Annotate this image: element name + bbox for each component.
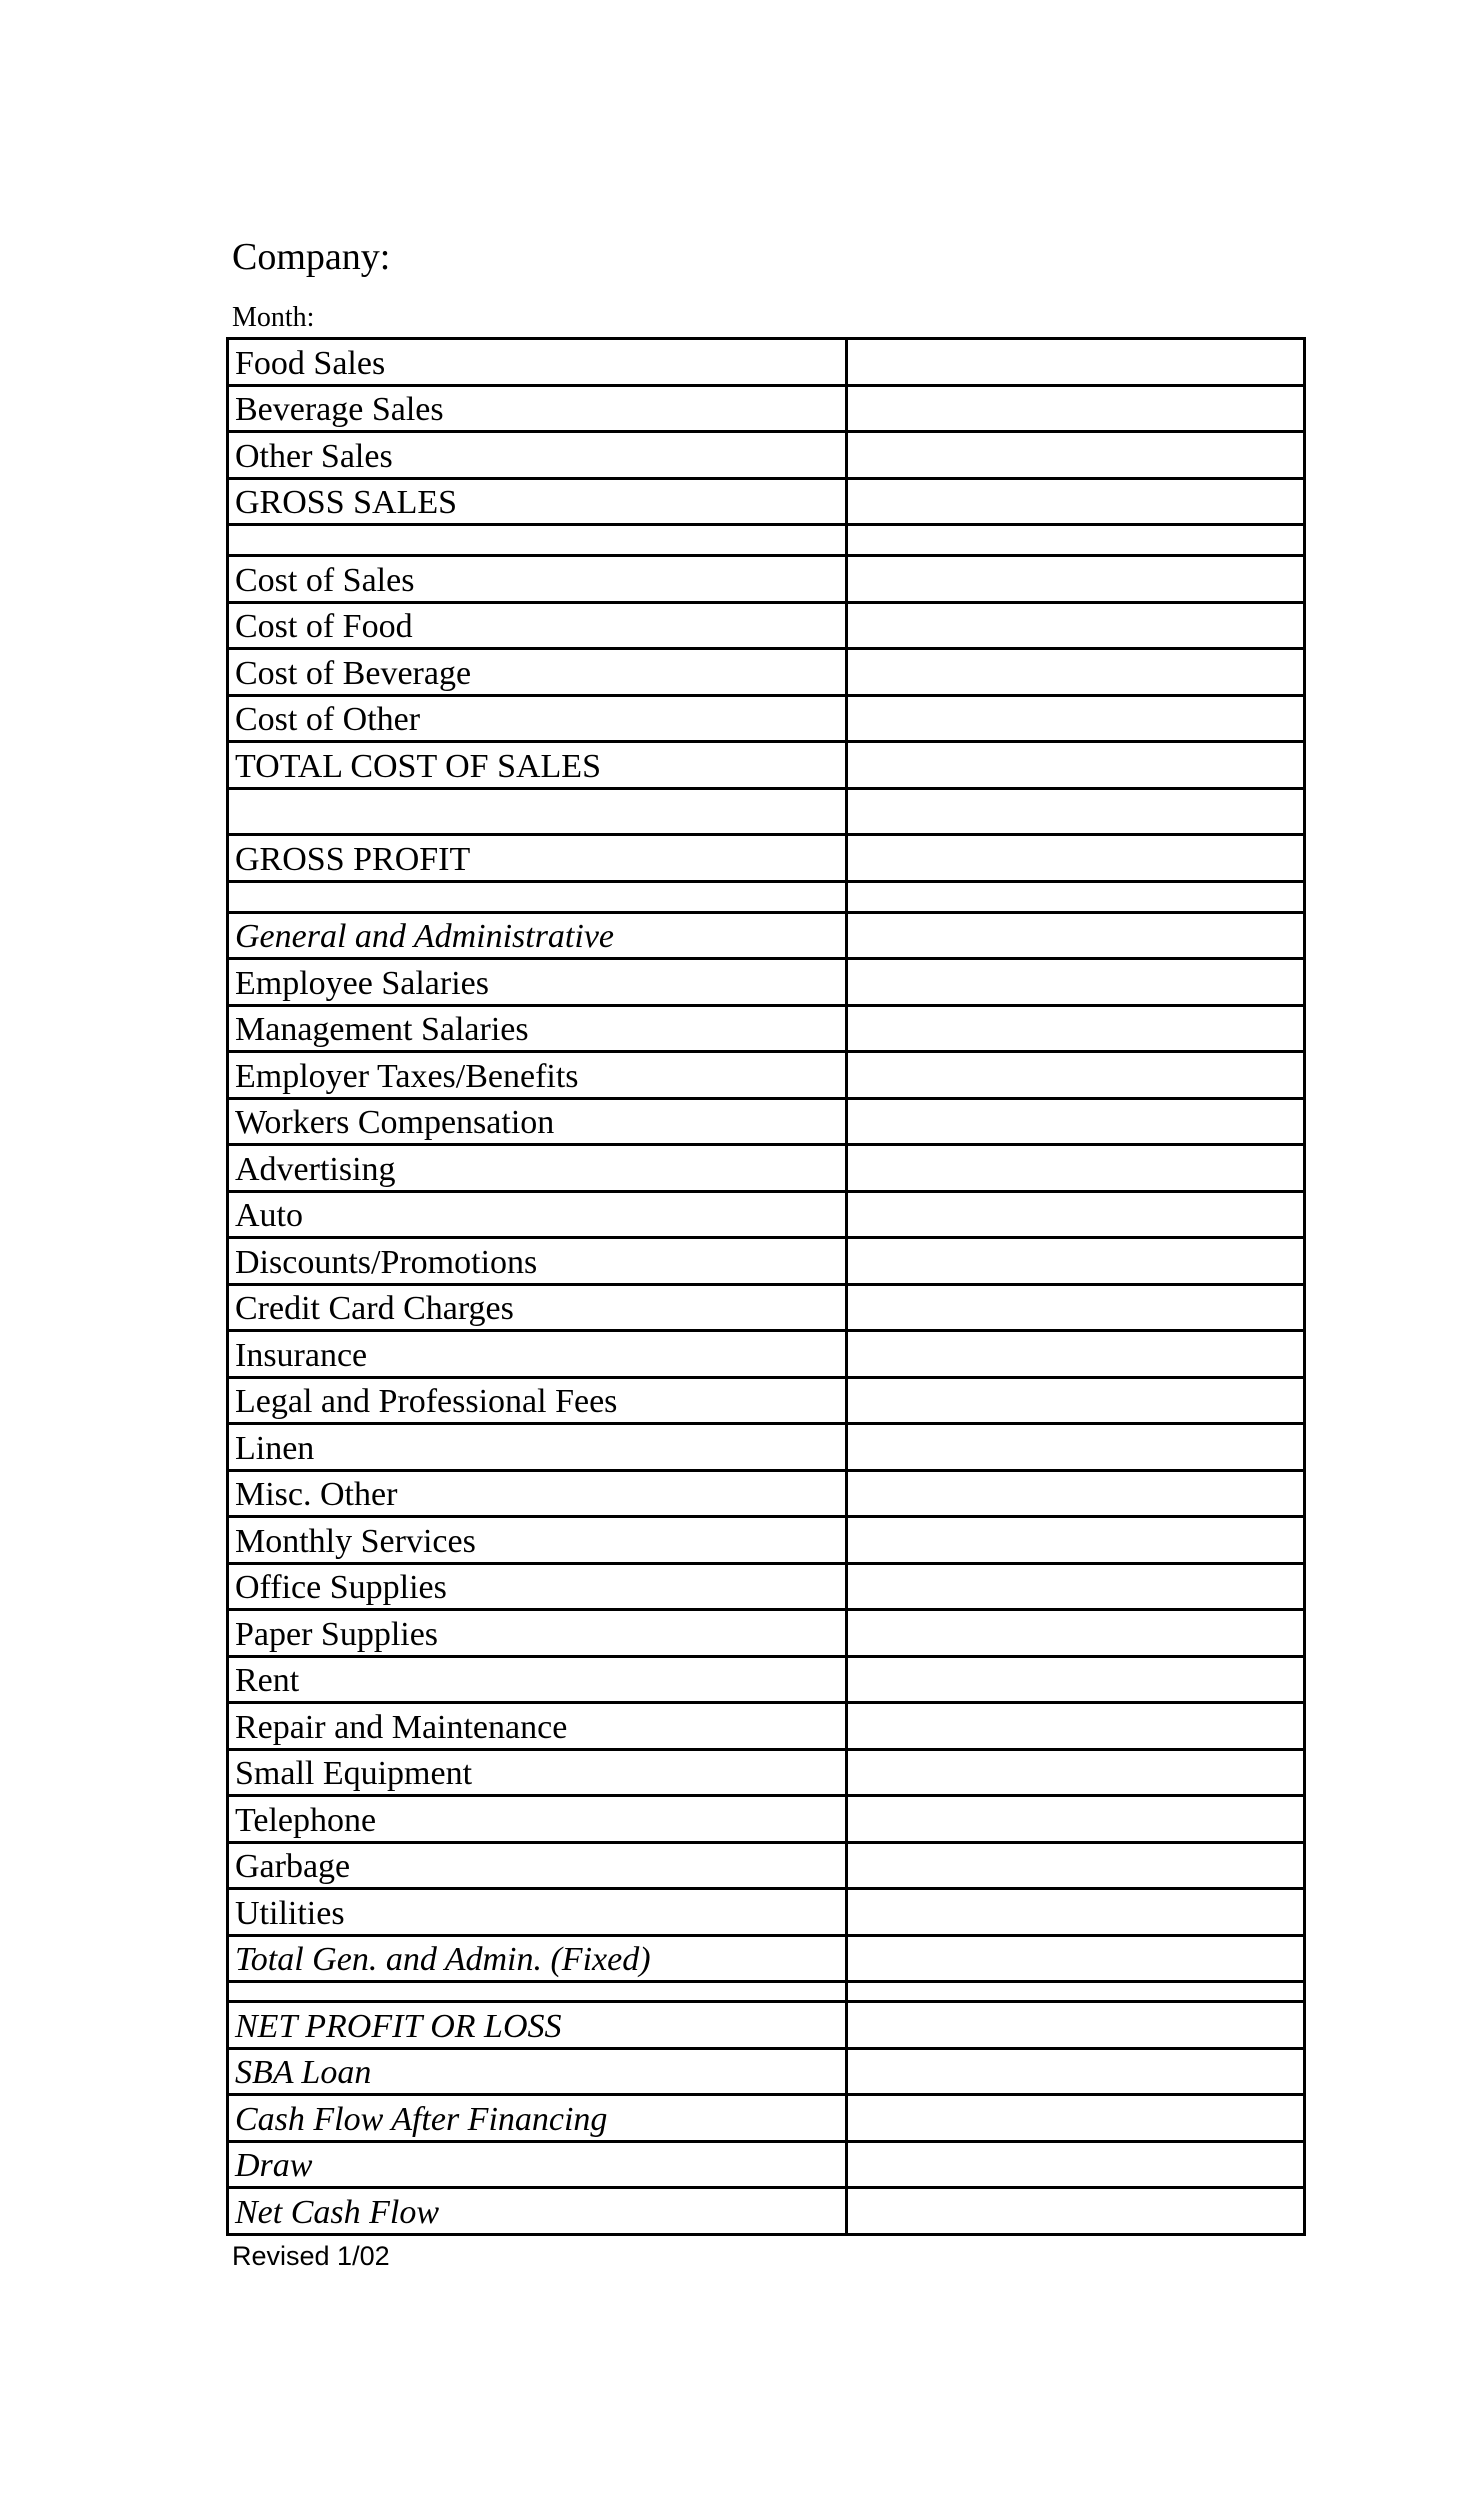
row-label: Misc. Other bbox=[228, 1470, 847, 1517]
row-label: Garbage bbox=[228, 1842, 847, 1889]
blank-row bbox=[228, 881, 1305, 912]
value-cell[interactable] bbox=[847, 1982, 1305, 2002]
row-paper-supplies bbox=[228, 1610, 1305, 1657]
row-monthly-services bbox=[228, 1517, 1305, 1564]
value-cell[interactable] bbox=[847, 912, 1305, 959]
row-label: Advertising bbox=[228, 1145, 847, 1192]
row-misc-other bbox=[228, 1470, 1305, 1517]
company-label: Company: bbox=[232, 236, 391, 278]
value-cell[interactable] bbox=[847, 339, 1305, 386]
row-insurance bbox=[228, 1331, 1305, 1378]
row-cash-flow-after bbox=[228, 2095, 1305, 2142]
value-cell[interactable] bbox=[847, 881, 1305, 912]
row-label: SBA Loan bbox=[228, 2048, 847, 2095]
row-small-equipment bbox=[228, 1749, 1305, 1796]
row-workers-comp bbox=[228, 1098, 1305, 1145]
value-cell[interactable] bbox=[847, 1424, 1305, 1471]
row-label: TOTAL COST OF SALES bbox=[228, 742, 847, 789]
row-draw bbox=[228, 2141, 1305, 2188]
row-garbage bbox=[228, 1842, 1305, 1889]
value-cell[interactable] bbox=[847, 1191, 1305, 1238]
value-cell[interactable] bbox=[847, 2002, 1305, 2049]
blank-cell bbox=[228, 1982, 847, 2002]
row-label: Utilities bbox=[228, 1889, 847, 1936]
value-cell[interactable] bbox=[847, 1005, 1305, 1052]
value-cell[interactable] bbox=[847, 835, 1305, 882]
row-label: Workers Compensation bbox=[228, 1098, 847, 1145]
row-label: Cost of Sales bbox=[228, 556, 847, 603]
row-office-supplies bbox=[228, 1563, 1305, 1610]
row-total-cost-of-sales bbox=[228, 742, 1305, 789]
value-cell[interactable] bbox=[847, 959, 1305, 1006]
row-label: Paper Supplies bbox=[228, 1610, 847, 1657]
row-food-sales bbox=[228, 339, 1305, 386]
value-cell[interactable] bbox=[847, 1238, 1305, 1285]
value-cell[interactable] bbox=[847, 1749, 1305, 1796]
value-cell[interactable] bbox=[847, 1284, 1305, 1331]
row-label: Discounts/Promotions bbox=[228, 1238, 847, 1285]
value-cell[interactable] bbox=[847, 1796, 1305, 1843]
value-cell[interactable] bbox=[847, 1842, 1305, 1889]
row-label: Cost of Other bbox=[228, 695, 847, 742]
value-cell[interactable] bbox=[847, 556, 1305, 603]
value-cell[interactable] bbox=[847, 2048, 1305, 2095]
value-cell[interactable] bbox=[847, 478, 1305, 525]
value-cell[interactable] bbox=[847, 742, 1305, 789]
row-label: Food Sales bbox=[228, 339, 847, 386]
row-label: Repair and Maintenance bbox=[228, 1703, 847, 1750]
value-cell[interactable] bbox=[847, 1098, 1305, 1145]
value-cell[interactable] bbox=[847, 1052, 1305, 1099]
row-cost-of-beverage bbox=[228, 649, 1305, 696]
value-cell[interactable] bbox=[847, 2141, 1305, 2188]
row-label: Rent bbox=[228, 1656, 847, 1703]
row-label: Cost of Beverage bbox=[228, 649, 847, 696]
value-cell[interactable] bbox=[847, 1331, 1305, 1378]
row-telephone bbox=[228, 1796, 1305, 1843]
row-label: Draw bbox=[228, 2141, 847, 2188]
value-cell[interactable] bbox=[847, 432, 1305, 479]
value-cell[interactable] bbox=[847, 1377, 1305, 1424]
row-cost-of-other bbox=[228, 695, 1305, 742]
row-auto bbox=[228, 1191, 1305, 1238]
value-cell[interactable] bbox=[847, 1935, 1305, 1982]
value-cell[interactable] bbox=[847, 2095, 1305, 2142]
row-label: GROSS PROFIT bbox=[228, 835, 847, 882]
row-repair bbox=[228, 1703, 1305, 1750]
value-cell[interactable] bbox=[847, 385, 1305, 432]
row-employee-salaries bbox=[228, 959, 1305, 1006]
value-cell[interactable] bbox=[847, 1656, 1305, 1703]
value-cell[interactable] bbox=[847, 1703, 1305, 1750]
row-legal bbox=[228, 1377, 1305, 1424]
row-label: Legal and Professional Fees bbox=[228, 1377, 847, 1424]
value-cell[interactable] bbox=[847, 1610, 1305, 1657]
revised-note: Revised 1/02 bbox=[232, 2241, 390, 2271]
row-label: NET PROFIT OR LOSS bbox=[228, 2002, 847, 2049]
month-label: Month: bbox=[232, 302, 315, 333]
value-cell[interactable] bbox=[847, 649, 1305, 696]
blank-cell bbox=[228, 881, 847, 912]
row-cost-of-sales bbox=[228, 556, 1305, 603]
row-label: Cost of Food bbox=[228, 602, 847, 649]
row-gross-profit bbox=[228, 835, 1305, 882]
value-cell[interactable] bbox=[847, 602, 1305, 649]
row-general-admin bbox=[228, 912, 1305, 959]
row-discounts bbox=[228, 1238, 1305, 1285]
row-label: Auto bbox=[228, 1191, 847, 1238]
value-cell[interactable] bbox=[847, 695, 1305, 742]
blank-cell bbox=[228, 788, 847, 835]
blank-row bbox=[228, 525, 1305, 556]
value-cell[interactable] bbox=[847, 525, 1305, 556]
row-other-sales bbox=[228, 432, 1305, 479]
row-employer-taxes bbox=[228, 1052, 1305, 1099]
row-rent bbox=[228, 1656, 1305, 1703]
value-cell[interactable] bbox=[847, 1563, 1305, 1610]
row-label: Other Sales bbox=[228, 432, 847, 479]
row-label: Office Supplies bbox=[228, 1563, 847, 1610]
row-label: Employer Taxes/Benefits bbox=[228, 1052, 847, 1099]
value-cell[interactable] bbox=[847, 1889, 1305, 1936]
row-sba-loan bbox=[228, 2048, 1305, 2095]
row-label: Telephone bbox=[228, 1796, 847, 1843]
blank-cell bbox=[228, 525, 847, 556]
row-credit-card bbox=[228, 1284, 1305, 1331]
row-advertising bbox=[228, 1145, 1305, 1192]
value-cell[interactable] bbox=[847, 2188, 1305, 2235]
value-cell[interactable] bbox=[847, 1470, 1305, 1517]
row-label: Management Salaries bbox=[228, 1005, 847, 1052]
row-cost-of-food bbox=[228, 602, 1305, 649]
row-label: Beverage Sales bbox=[228, 385, 847, 432]
row-label: Employee Salaries bbox=[228, 959, 847, 1006]
blank-row bbox=[228, 1982, 1305, 2002]
row-label: Insurance bbox=[228, 1331, 847, 1378]
blank-row bbox=[228, 788, 1305, 835]
row-net-profit bbox=[228, 2002, 1305, 2049]
row-label: Linen bbox=[228, 1424, 847, 1471]
row-label: Cash Flow After Financing bbox=[228, 2095, 847, 2142]
row-label: Credit Card Charges bbox=[228, 1284, 847, 1331]
row-label: General and Administrative bbox=[228, 912, 847, 959]
row-linen bbox=[228, 1424, 1305, 1471]
row-net-cash-flow bbox=[228, 2188, 1305, 2235]
row-label: Small Equipment bbox=[228, 1749, 847, 1796]
value-cell[interactable] bbox=[847, 788, 1305, 835]
profit-loss-table bbox=[226, 337, 1306, 2236]
value-cell[interactable] bbox=[847, 1145, 1305, 1192]
row-label: Net Cash Flow bbox=[228, 2188, 847, 2235]
row-total-gen-admin bbox=[228, 1935, 1305, 1982]
row-label: Total Gen. and Admin. (Fixed) bbox=[228, 1935, 847, 1982]
value-cell[interactable] bbox=[847, 1517, 1305, 1564]
row-label: GROSS SALES bbox=[228, 478, 847, 525]
row-beverage-sales bbox=[228, 385, 1305, 432]
row-management-salaries bbox=[228, 1005, 1305, 1052]
row-gross-sales bbox=[228, 478, 1305, 525]
row-label: Monthly Services bbox=[228, 1517, 847, 1564]
row-utilities bbox=[228, 1889, 1305, 1936]
